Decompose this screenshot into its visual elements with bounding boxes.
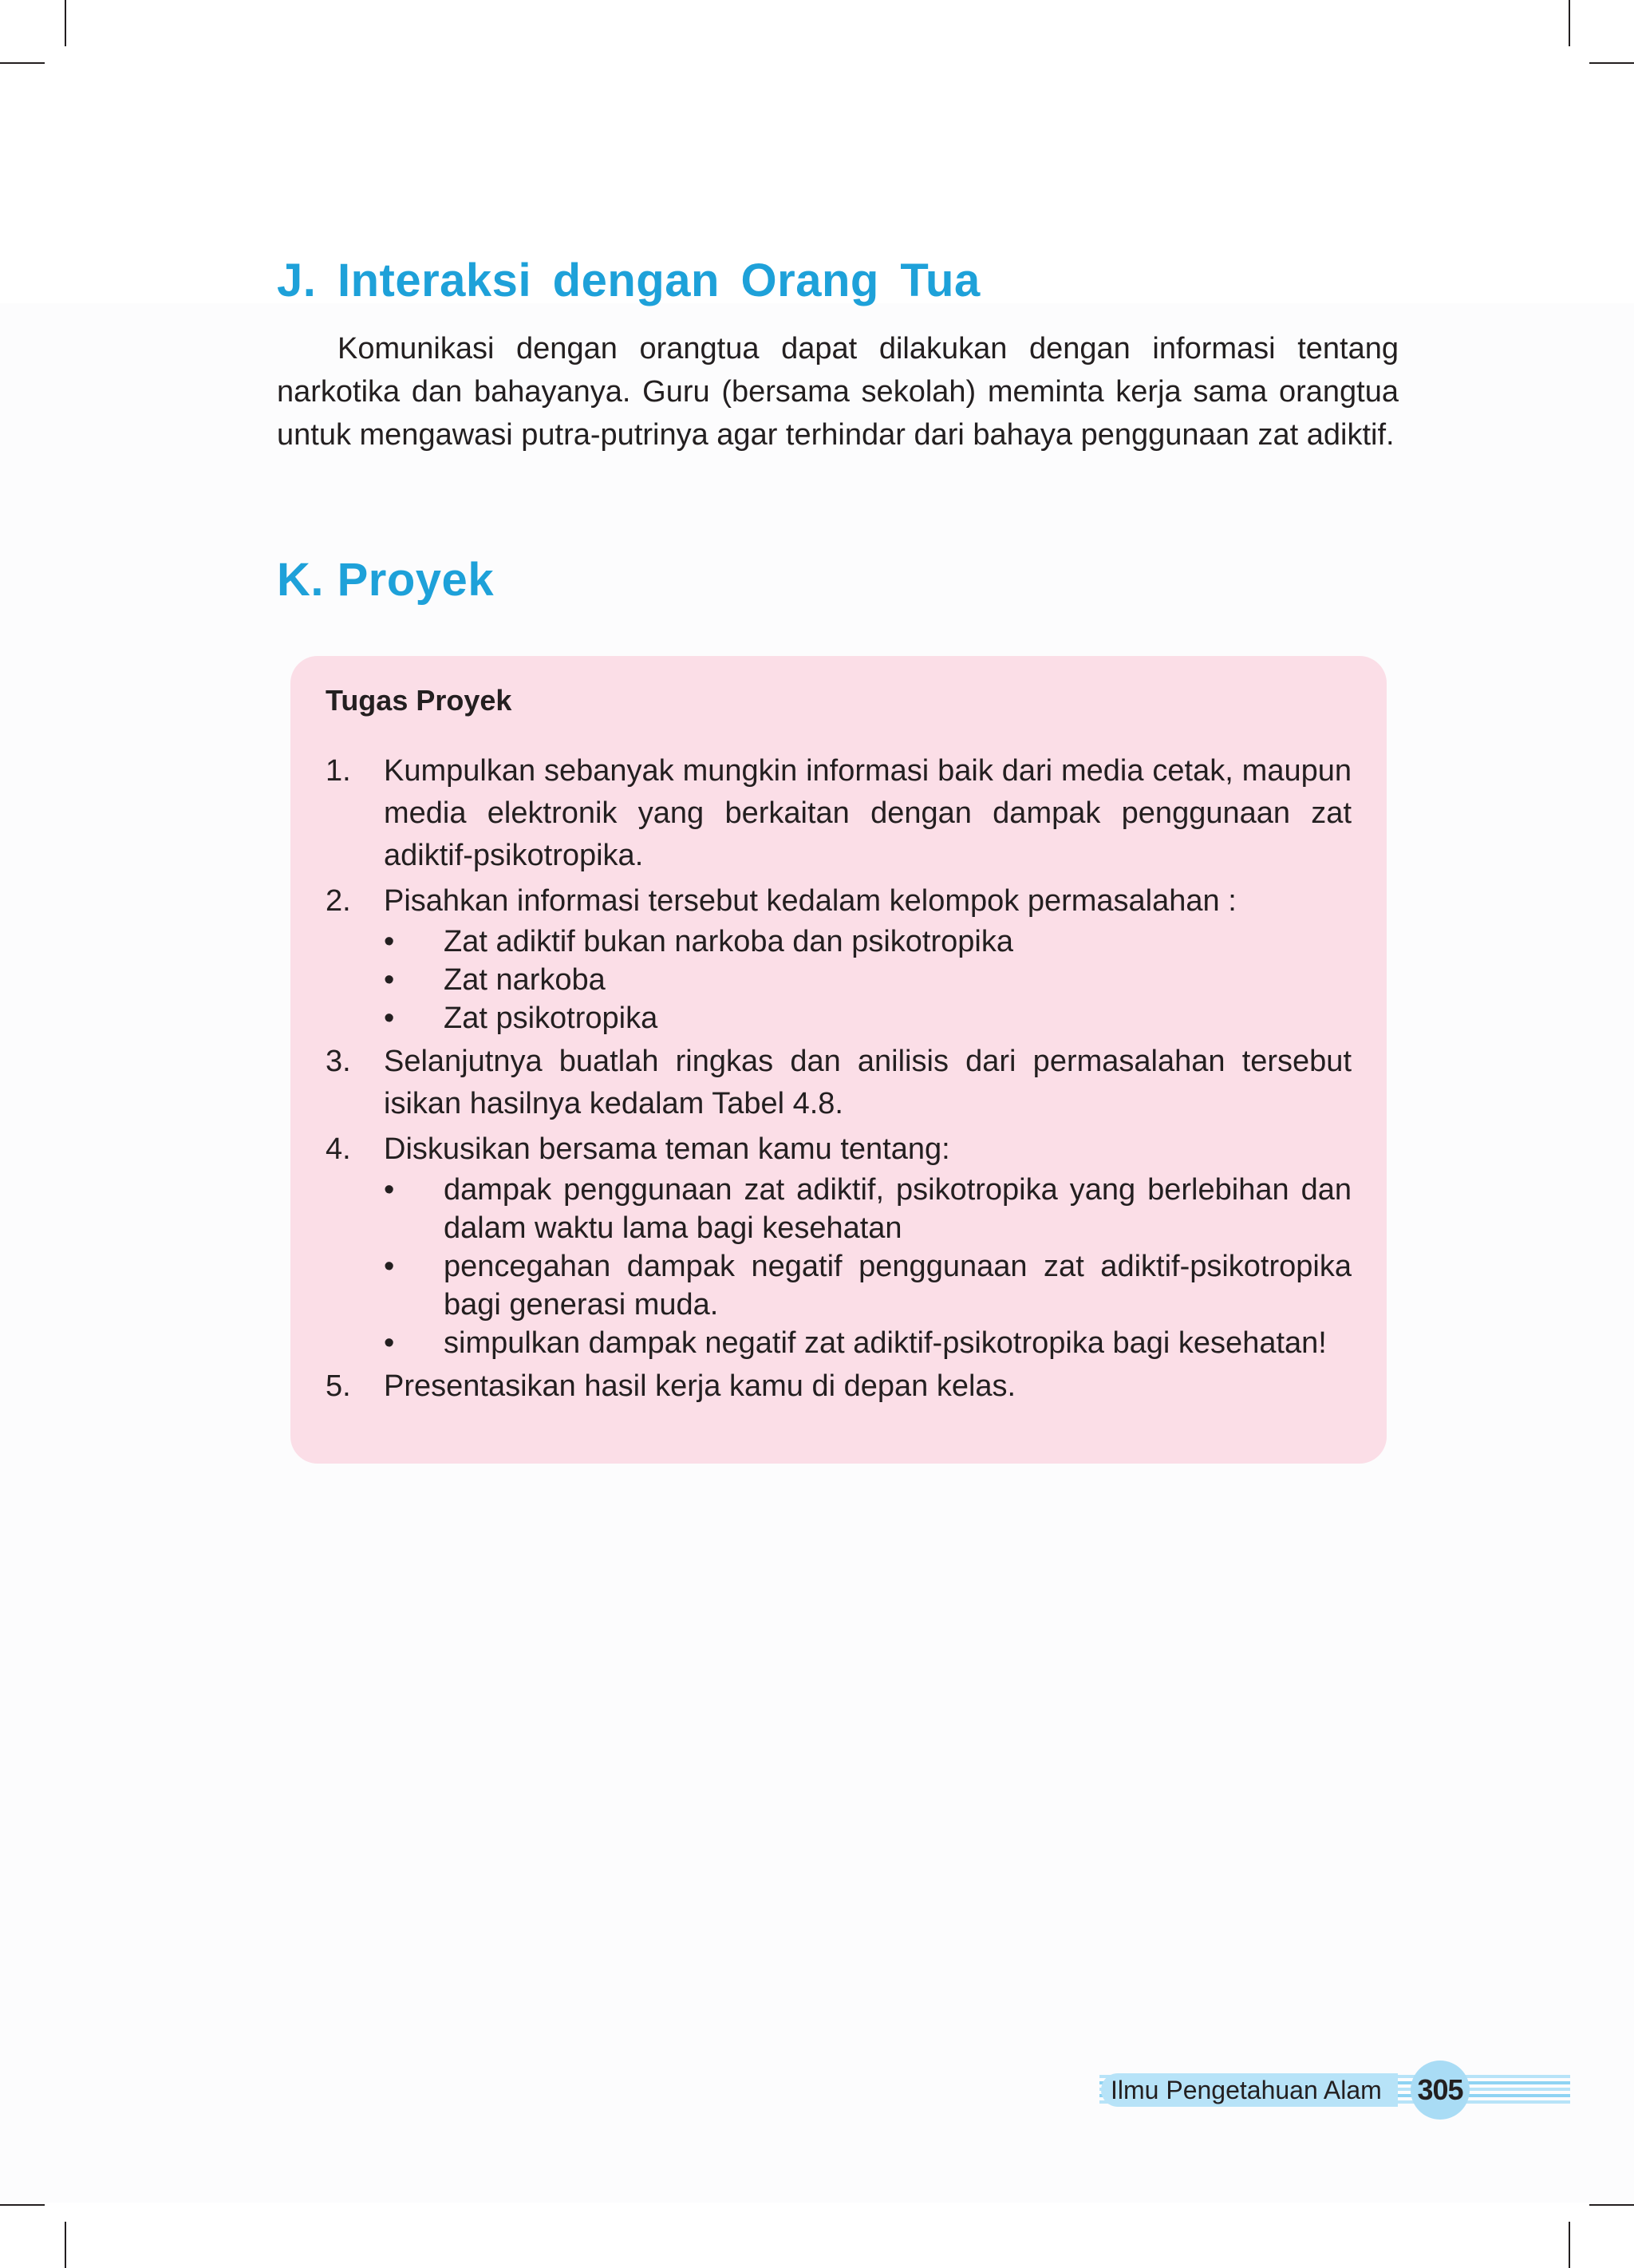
sub-item-text: simpulkan dampak negatif zat adiktif-psikotropika bagi kesehatan!: [444, 1326, 1327, 1360]
sub-list: [384, 923, 1352, 1037]
bullet-icon: •: [384, 925, 395, 958]
crop-mark: [0, 2204, 45, 2206]
crop-mark: [65, 2222, 66, 2268]
sub-item-text: Zat narkoba: [444, 963, 606, 997]
sub-list-item: [384, 923, 1352, 961]
task-item-4: [326, 1128, 1352, 1362]
bullet-icon: •: [384, 963, 395, 997]
section-j-heading: J. Interaksi dengan Orang Tua: [277, 255, 981, 306]
sub-item-text: dampak penggunaan zat adiktif, psikotropika yang berlebihan dan dalam waktu lama bagi kesehatan: [444, 1173, 1352, 1245]
sub-list: [384, 1171, 1352, 1362]
task-text: Presentasikan hasil kerja kamu di depan kelas.: [384, 1369, 1016, 1403]
crop-mark: [1569, 2222, 1570, 2268]
task-text: Diskusikan bersama teman kamu tentang:: [384, 1132, 950, 1166]
crop-mark: [1589, 2204, 1634, 2206]
bullet-icon: •: [384, 1250, 395, 1283]
project-box-title: Tugas Proyek: [326, 684, 512, 717]
task-item-5: [326, 1365, 1352, 1408]
task-number: 4.: [326, 1132, 351, 1166]
sub-list-item: [384, 1324, 1352, 1362]
sub-list-item: [384, 1171, 1352, 1247]
task-item-2: [326, 880, 1352, 1037]
task-text: Pisahkan informasi tersebut kedalam kelompok permasalahan :: [384, 884, 1237, 918]
bullet-icon: •: [384, 1173, 395, 1207]
task-list: [326, 750, 1352, 1408]
bullet-icon: •: [384, 1002, 395, 1035]
crop-mark: [1569, 0, 1570, 46]
task-text: Selanjutnya buatlah ringkas dan anilisis dari permasalahan tersebut isikan hasilnya kedalam Tabel 4.8.: [384, 1045, 1352, 1120]
bullet-icon: •: [384, 1326, 395, 1360]
crop-mark: [65, 0, 66, 46]
task-number: 2.: [326, 884, 351, 918]
task-number: 3.: [326, 1045, 351, 1078]
task-number: 5.: [326, 1369, 351, 1403]
sub-item-text: pencegahan dampak negatif penggunaan zat adiktif-psikotropika bagi generasi muda.: [444, 1250, 1352, 1322]
task-number: 1.: [326, 754, 351, 788]
task-item-1: [326, 750, 1352, 877]
sub-item-text: Zat psikotropika: [444, 1002, 658, 1035]
project-task-box: [290, 656, 1387, 1464]
task-item-3: [326, 1041, 1352, 1125]
sub-item-text: Zat adiktif bukan narkoba dan psikotropika: [444, 925, 1013, 958]
footer-book-title: Ilmu Pengetahuan Alam: [1101, 2073, 1398, 2107]
sub-list-item: [384, 999, 1352, 1037]
crop-mark: [1589, 62, 1634, 64]
sub-list-item: [384, 1247, 1352, 1324]
section-j-paragraph: Komunikasi dengan orangtua dapat dilakukan dengan informasi tentang narkotika dan bahayanya. Guru (bersama sekolah) meminta kerja sama orangtua untuk mengawasi putra-putrinya agar terhindar dari bahaya penggunaan zat adiktif.: [277, 332, 1399, 452]
sub-list-item: [384, 961, 1352, 999]
crop-mark: [0, 62, 45, 64]
task-text: Kumpulkan sebanyak mungkin informasi baik dari media cetak, maupun media elektronik yang berkaitan dengan dampak penggunaan zat adiktif-psikotropika.: [384, 754, 1352, 872]
page-number: 305: [1417, 2073, 1463, 2106]
section-k-heading: K. Proyek: [277, 554, 495, 606]
